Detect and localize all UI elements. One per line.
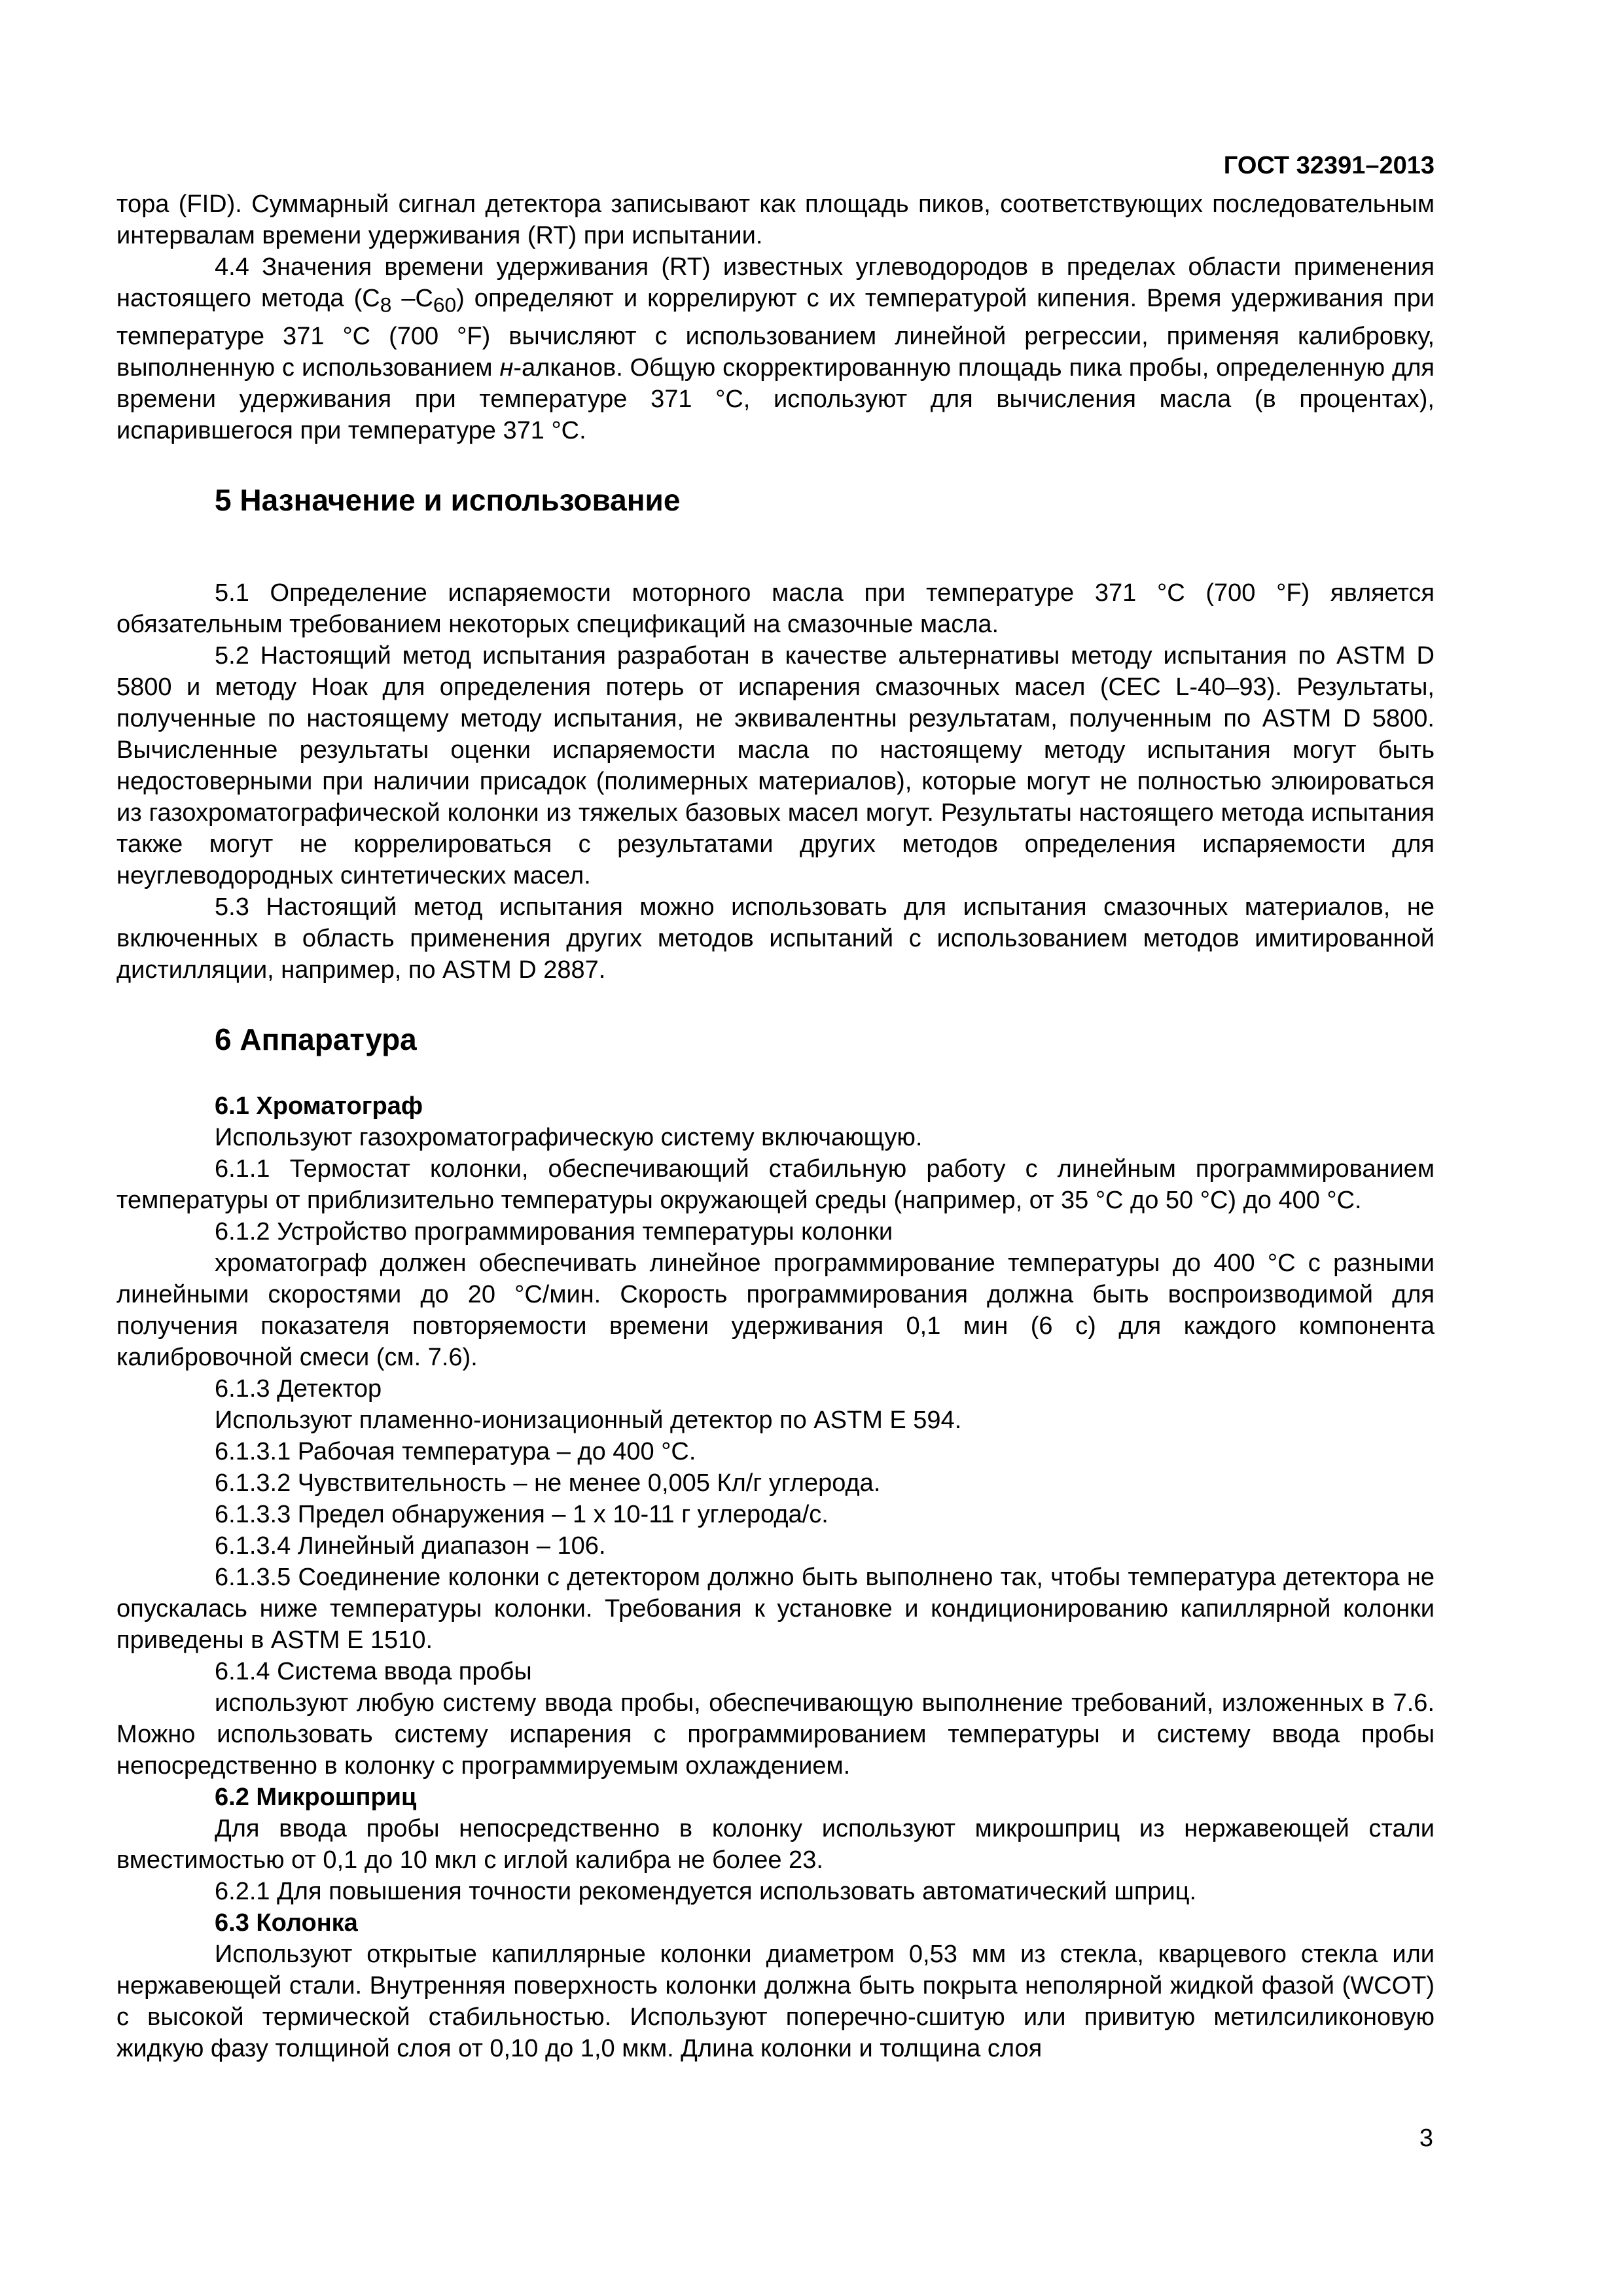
paragraph-6-3: Используют открытые капиллярные колонки диаметром 0,53 мм из стекла, кварцевого стекла или нержавеющей стали. Внутренняя поверхность колонки должна быть покрыта неполярной жидкой фазой (WCOT) с высокой термической стабильностью. Используют поперечно-сшитую или привитую метилсиликоновую жидкую фазу толщиной слоя от 0,10 до 1,0 мкм. Длина колонки и толщина слоя [116, 1940, 1435, 2062]
paragraph-6-1-3-2: 6.1.3.2 Чувствительность – не менее 0,005 Кл/г углерода. [215, 1469, 881, 1497]
paragraph-6-1-3: 6.1.3 Детектор [215, 1374, 382, 1403]
paragraph-6-2: Для ввода пробы непосредственно в колонку используют микрошприц из нержавеющей стали вместимостью от 0,1 до 10 мкл с иглой калибра не более 23. [116, 1814, 1435, 1874]
text-run: 4.4 Значения времени удерживания (RT) известных углеводородов в пределах области применения настоящего метода (C [116, 253, 1435, 312]
subsection-6-3-heading: 6.3 Колонка [215, 1909, 358, 1937]
text-run: –C [391, 285, 433, 312]
paragraph-6-1-3-5: 6.1.3.5 Соединение колонки с детектором должно быть выполнено так, чтобы температура детектора не опускалась ниже температуры колонки. Требования к установке и кондиционированию капиллярной колонки приведены в ASTM E 1510. [116, 1563, 1435, 1654]
text-run: ) определяют и коррелируют с их температурой кипения. Время удерживания при температуре 371 °C (700 °F) вычисляют с использованием линейной регрессии, применяя калибровку, выполненную с использованием [116, 285, 1435, 382]
paragraph-6-1: Используют газохроматографическую систему включающую. [215, 1123, 923, 1151]
paragraph-6-1-4: 6.1.4 Система ввода пробы [215, 1657, 532, 1685]
subsection-6-1-heading: 6.1 Хроматограф [215, 1092, 423, 1120]
paragraph-5-1: 5.1 Определение испаряемости моторного масла при температуре 371 °C (700 °F) является обязательным требованием некоторых спецификаций на смазочные масла. [116, 579, 1435, 638]
paragraph-5-2: 5.2 Настоящий метод испытания разработан в качестве альтернативы методу испытания по ASTM D 5800 и методу Ноак для определения потерь от испарения смазочных масел (CEC L-40–93). Результаты, полученные по настоящему методу испытания, не эквивалентны результатам, полученным по ASTM D 5800. Вычисленные результаты оценки испаряемости масла по настоящему методу испытания могут быть недостоверными при наличии присадок (полимерных материалов), которые могут не полностью элюироваться из газохроматографической колонки из тяжелых базовых масел могут. Результаты настоящего метода испытания также могут не коррелироваться с результатами других методов определения испаряемости для неуглеводородных синтетических масел. [116, 641, 1435, 889]
paragraph-5-3: 5.3 Настоящий метод испытания можно использовать для испытания смазочных материалов, не включенных в область применения других методов испытаний с использованием методов имитированной дистилляции, например, по ASTM D 2887. [116, 893, 1435, 984]
italic-text: н [499, 353, 514, 382]
paragraph-6-1-2-body: хроматограф должен обеспечивать линейное программирование температуры до 400 °C с разными линейными скоростями до 20 °C/мин. Скорость программирования должна быть воспроизводимой для получения показателя повторяемости времени удерживания 0,1 мин (6 с) для каждого компонента калибровочной смеси (см. 7.6). [116, 1249, 1435, 1371]
subscript: 8 [380, 293, 392, 317]
spacer [116, 551, 1435, 577]
paragraph-6-2-1: 6.2.1 Для повышения точности рекомендуется использовать автоматический шприц. [215, 1877, 1197, 1905]
paragraph-6-1-3-3: 6.1.3.3 Предел обнаружения – 1 х 10-11 г углерода/с. [215, 1500, 829, 1528]
document-body [116, 188, 1435, 2064]
paragraph-4-4 [116, 251, 1435, 446]
paragraph-6-1-3-body: Используют пламенно-ионизационный детектор по ASTM E 594. [215, 1406, 962, 1434]
subsection-6-2-heading: 6.2 Микрошприц [215, 1783, 417, 1811]
page-number: 3 [1419, 2125, 1433, 2152]
text-run: -алканов. Общую скорректированную площадь пика пробы, определенную для времени удерживания при температуре 371 °C, используют для вычисления масла (в процентах), испарившегося при температуре 371 °C. [116, 353, 1435, 444]
paragraph-6-1-4-body: используют любую систему ввода пробы, обеспечивающую выполнение требований, изложенных в 7.6. Можно использовать систему испарения с программированием температуры и систему ввода пробы непосредственно в колонку с программируемым охлаждением. [116, 1689, 1435, 1780]
paragraph-continuation: тора (FID). Суммарный сигнал детектора записывают как площадь пиков, соответствующих последовательным интервалам времени удерживания (RT) при испытании. [116, 190, 1435, 249]
paragraph-6-1-1: 6.1.1 Термостат колонки, обеспечивающий стабильную работу с линейным программированием температуры от приблизительно температуры окружающей среды (например, от 35 °C до 50 °C) до 400 °C. [116, 1155, 1435, 1214]
section-6-heading: 6 Аппаратура [215, 1022, 417, 1056]
subscript: 60 [433, 293, 457, 317]
section-5-heading: 5 Назначение и использование [215, 482, 681, 517]
paragraph-6-1-3-1: 6.1.3.1 Рабочая температура – до 400 °C. [215, 1437, 696, 1465]
paragraph-6-1-2: 6.1.2 Устройство программирования температуры колонки [215, 1217, 893, 1246]
paragraph-6-1-3-4: 6.1.3.4 Линейный диапазон – 106. [215, 1532, 606, 1560]
document-code-header: ГОСТ 32391–2013 [1223, 152, 1435, 179]
